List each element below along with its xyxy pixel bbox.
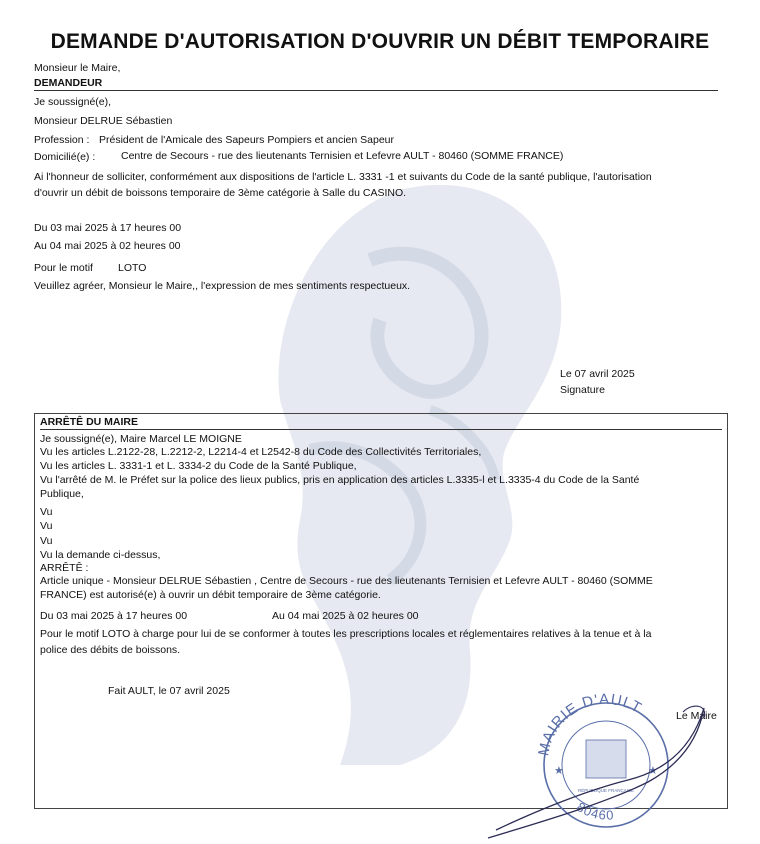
svg-text:★: ★	[554, 765, 564, 777]
le-maire-label: Le Maire	[676, 710, 717, 722]
arrete-rule	[40, 429, 722, 430]
request-text-line1: Ai l'honneur de solliciter, conformément aux dispositions de l'article L. 3331 -1 et suivants du Code de la santé publique, l'autorisation	[34, 171, 652, 183]
arrete-line: Vu les articles L. 3331-1 et L. 3334-2 du Code de la Santé Publique,	[40, 460, 357, 472]
arrete-line: Article unique - Monsieur DELRUE Sébastien , Centre de Secours - rue des lieutenants Ternisien et Lefevre AULT - 80460 (SOMME	[40, 575, 653, 587]
request-date-from: Du 03 mai 2025 à 17 heures 00	[34, 222, 182, 234]
request-date-to: Au 04 mai 2025 à 02 heures 00	[34, 240, 181, 252]
arrete-date-to: Au 04 mai 2025 à 02 heures 00	[272, 610, 419, 622]
svg-text:MAIRIE D'AULT: MAIRIE D'AULT	[535, 690, 645, 758]
motif-value: LOTO	[118, 262, 147, 274]
arrete-line: ARRÊTÊ :	[40, 562, 89, 574]
arrete-line: FRANCE) est autorisé(e) à ouvrir un débit temporaire de 3ème catégorie.	[40, 589, 381, 601]
arrete-line: Vu	[40, 506, 53, 518]
arrete-line: Je soussigné(e), Maire Marcel LE MOIGNE	[40, 433, 242, 445]
request-signature-label: Signature	[560, 384, 605, 396]
demandeur-rule	[34, 90, 718, 91]
document-title: DEMANDE D'AUTORISATION D'OUVRIR UN DÉBIT TEMPORAIRE	[50, 30, 710, 53]
arrete-heading: ARRÊTÊ DU MAIRE	[40, 416, 139, 428]
arrete-line: Vu l'arrêté de M. le Préfet sur la police des lieux publics, pris en application des articles L.3335-l et L.3335-4 du Code de la Santé	[40, 474, 640, 486]
closing-text: Veuillez agréer, Monsieur le Maire,, l'expression de mes sentiments respectueux.	[34, 280, 411, 292]
arrete-motif-line1: Pour le motif LOTO à charge pour lui de se conformer à toutes les prescriptions locales et réglementaires relatives à la tenue et à la	[40, 628, 652, 640]
arrete-line: Vu	[40, 535, 53, 547]
svg-text:80460: 80460	[573, 799, 615, 823]
demandeur-name: Monsieur DELRUE Sébastien	[34, 115, 173, 127]
domicile-value: Centre de Secours - rue des lieutenants Ternisien et Lefevre AULT - 80460 (SOMME FRANCE)	[121, 150, 564, 162]
profession-label: Profession :	[34, 134, 90, 146]
arrete-line: Vu la demande ci-dessus,	[40, 549, 161, 561]
svg-text:★: ★	[648, 765, 658, 777]
demandeur-heading: DEMANDEUR	[34, 77, 103, 89]
salutation: Monsieur le Maire,	[34, 62, 121, 74]
mairie-stamp	[478, 690, 728, 840]
arrete-line: Vu	[40, 520, 53, 532]
motif-label: Pour le motif	[34, 262, 93, 274]
domicile-label: Domicilié(e) :	[34, 151, 96, 163]
arrete-date-from: Du 03 mai 2025 à 17 heures 00	[40, 610, 188, 622]
arrete-motif-line2: police des débits de boissons.	[40, 644, 181, 656]
profession-value: Président de l'Amicale des Sapeurs Pompiers et ancien Sapeur	[99, 134, 394, 146]
fait-a: Fait AULT, le 07 avril 2025	[108, 685, 230, 697]
svg-text:RÉPUBLIQUE FRANÇAISE: RÉPUBLIQUE FRANÇAISE	[577, 788, 635, 793]
request-date-signed: Le 07 avril 2025	[560, 368, 635, 380]
arrete-line: Publique,	[40, 488, 84, 500]
request-text-line2: d'ouvrir un débit de boissons temporaire de 3ème catégorie à Salle du CASINO.	[34, 187, 407, 199]
demandeur-soussigne: Je soussigné(e),	[34, 96, 112, 108]
arrete-line: Vu les articles L.2122-28, L.2212-2, L2214-4 et L2542-8 du Code des Collectivités Territoriales,	[40, 446, 482, 458]
